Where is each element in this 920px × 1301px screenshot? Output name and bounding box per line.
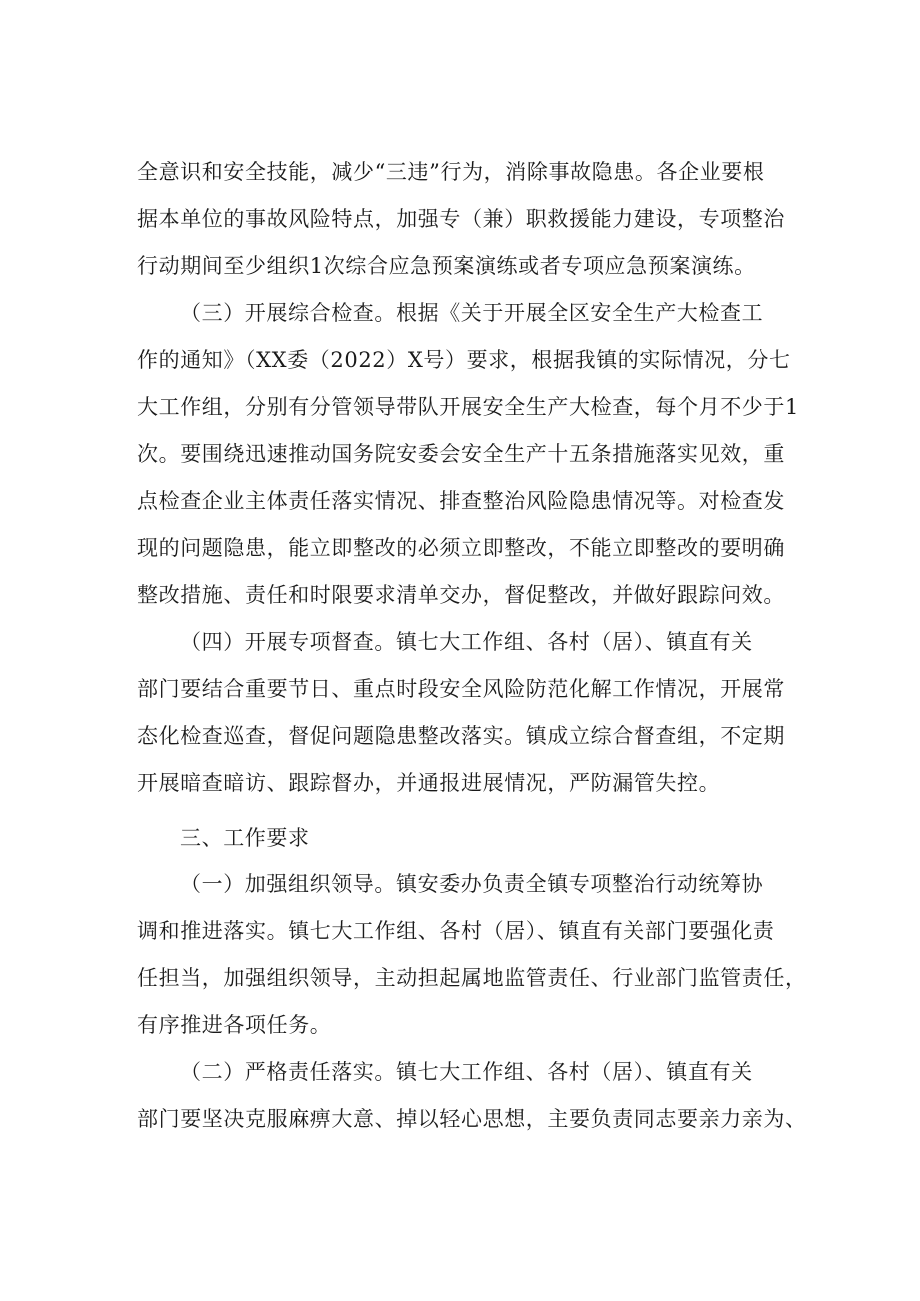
section-heading-line: （三）开展综合检查。根据《关于开展全区安全生产大检查工 [180,301,764,325]
body-text-line: 大工作组，分别有分管领导带队开展安全生产大检查，每个月不少于1 [137,395,799,419]
body-text-line: 开展暗查暗访、跟踪督办，并通报进展情况，严防漏管失控。 [137,771,721,795]
body-text-line: 部门要坚决克服麻痹大意、掉以轻心思想，主要负责同志要亲力亲为、 [137,1107,807,1131]
section-heading-line: （四）开展专项督查。镇七大工作组、各村（居）、镇直有关 [180,630,753,654]
body-text-line: 行动期间至少组织1次综合应急预案演练或者专项应急预案演练。 [137,254,756,278]
section-heading-line: （一）加强组织领导。镇安委办负责全镇专项整治行动统筹协 [180,872,764,896]
body-text-line: 作的通知》（XX委（2022）X号）要求，根据我镇的实际情况，分七 [137,348,791,372]
body-text-line: 部门要结合重要节日、重点时段安全风险防范化解工作情况，开展常 [137,677,785,701]
body-text-line: 现的问题隐患，能立即整改的必须立即整改，不能立即整改的要明确 [137,536,785,560]
body-text-line: 调和推进落实。镇七大工作组、各村（居）、镇直有关部门要强化责 [137,919,775,943]
chapter-heading: 三、工作要求 [180,826,310,850]
body-text-line: 整改措施、责任和时限要求清单交办，督促整改，并做好跟踪问效。 [137,583,785,607]
body-text-line: 有序推进各项任务。 [137,1013,332,1037]
body-text-line: 次。要围绕迅速推动国务院安委会安全生产十五条措施落实见效，重 [137,442,785,466]
body-text-line: 点检查企业主体责任落实情况、排查整治风险隐患情况等。对检查发 [137,489,785,513]
section-heading-line: （二）严格责任落实。镇七大工作组、各村（居）、镇直有关 [180,1060,753,1084]
body-text-line: 态化检查巡查，督促问题隐患整改落实。镇成立综合督查组，不定期 [137,724,785,748]
body-text-line: 全意识和安全技能，减少“三违”行为，消除事故隐患。各企业要根 [137,160,765,184]
body-text-line: 任担当，加强组织领导，主动担起属地监管责任、行业部门监管责任， [137,966,807,990]
body-text-line: 据本单位的事故风险特点，加强专（兼）职救援能力建设，专项整治 [137,207,785,231]
